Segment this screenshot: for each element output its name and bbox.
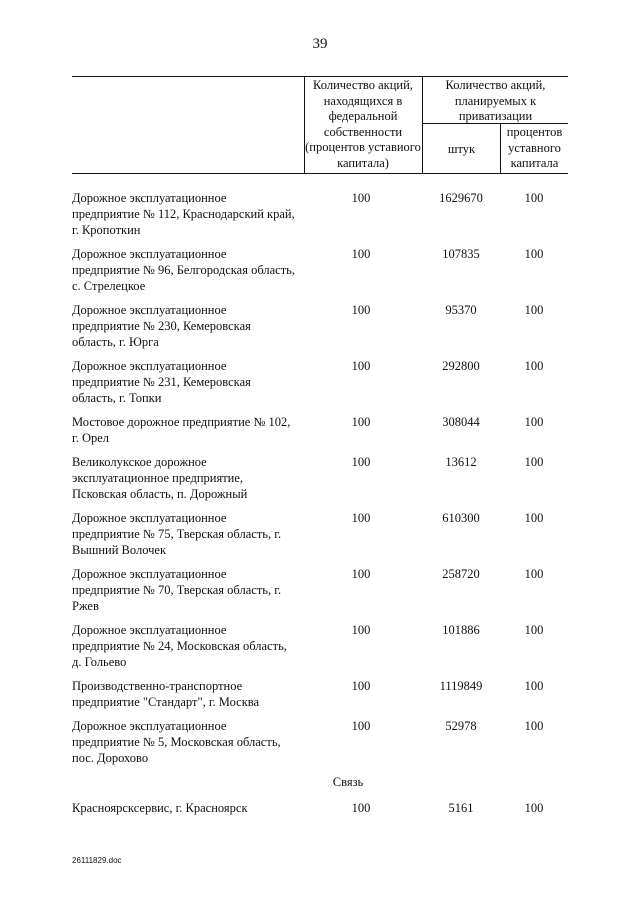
table-row	[72, 718, 568, 766]
row-federal: 100	[351, 511, 371, 525]
row-federal: 100	[351, 623, 371, 637]
table-row	[72, 622, 568, 670]
row-percent: 100	[524, 679, 544, 693]
page-number: 39	[312, 36, 328, 52]
row-name: Дорожное эксплуатационное предприятие № 231, Кемеровская область, г. Топки	[72, 359, 251, 405]
row-percent: 100	[524, 511, 544, 525]
row-pieces: 610300	[442, 511, 480, 525]
row-percent: 100	[524, 455, 544, 469]
table-row	[72, 454, 568, 502]
table-row	[72, 510, 568, 558]
row-percent: 100	[524, 623, 544, 637]
row-pieces: 1119849	[439, 679, 483, 693]
row-name: Дорожное эксплуатационное предприятие № 70, Тверская область, г. Ржев	[72, 567, 282, 613]
header-bottom-rule	[72, 173, 568, 174]
row-name: Дорожное эксплуатационное предприятие № 24, Московская область, д. Гольево	[72, 623, 287, 669]
row-pieces: 52978	[445, 719, 477, 733]
header-percent: процентов уставного капитала	[506, 125, 563, 170]
row-federal: 100	[351, 303, 371, 317]
row-name: Производственно-транспортное предприятие "Стандарт", г. Москва	[72, 679, 260, 709]
row-pieces: 292800	[442, 359, 480, 373]
table-row	[72, 358, 568, 406]
row-percent: 100	[524, 359, 544, 373]
table-row	[72, 800, 568, 816]
row-federal: 100	[351, 359, 371, 373]
row-name: Дорожное эксплуатационное предприятие № 96, Белгородская область, с. Стрелецкое	[72, 247, 295, 293]
section-rows	[72, 800, 568, 816]
row-federal: 100	[351, 567, 371, 581]
main-rows	[72, 190, 568, 766]
row-pieces: 13612	[445, 455, 477, 469]
row-name: Дорожное эксплуатационное предприятие № 112, Краснодарский край, г. Кропоткин	[72, 191, 295, 237]
row-name: Красноярсксервис, г. Красноярск	[72, 801, 248, 815]
header-planned: Количество акций, планируемых к приватизации	[445, 78, 546, 123]
row-percent: 100	[524, 719, 544, 733]
section-title: Связь	[332, 775, 364, 789]
row-name: Дорожное эксплуатационное предприятие № 5, Московская область, пос. Дорохово	[72, 719, 281, 765]
table-row	[72, 246, 568, 294]
table-header	[72, 76, 568, 174]
table-body	[72, 190, 568, 824]
row-pieces: 107835	[442, 247, 480, 261]
row-percent: 100	[524, 191, 544, 205]
row-pieces: 258720	[442, 567, 480, 581]
table-row	[72, 302, 568, 350]
row-federal: 100	[351, 679, 371, 693]
row-federal: 100	[351, 455, 371, 469]
row-federal: 100	[351, 719, 371, 733]
row-percent: 100	[524, 567, 544, 581]
row-federal: 100	[351, 247, 371, 261]
row-federal: 100	[351, 191, 371, 205]
row-name: Великолукское дорожное эксплуатационное предприятие, Псковская область, п. Дорожный	[72, 455, 248, 501]
row-pieces: 95370	[445, 303, 477, 317]
row-federal: 100	[351, 415, 371, 429]
header-pieces: штук	[447, 142, 476, 156]
row-name: Дорожное эксплуатационное предприятие № 230, Кемеровская область, г. Юрга	[72, 303, 251, 349]
table-row	[72, 190, 568, 238]
table-row	[72, 566, 568, 614]
row-pieces: 1629670	[439, 191, 483, 205]
header-top-rule	[72, 76, 568, 77]
row-pieces: 5161	[448, 801, 474, 815]
header-federal: Количество акций, находящихся в федеральной собственности (процентов уставиого капитала)	[305, 78, 421, 170]
row-percent: 100	[524, 303, 544, 317]
table-row	[72, 414, 568, 446]
row-name: Дорожное эксплуатационное предприятие № 75, Тверская область, г. Вышний Волочек	[72, 511, 282, 557]
row-percent: 100	[524, 247, 544, 261]
row-pieces: 101886	[442, 623, 480, 637]
row-percent: 100	[524, 801, 544, 815]
row-federal: 100	[351, 801, 371, 815]
row-pieces: 308044	[442, 415, 480, 429]
row-name: Мостовое дорожное предприятие № 102, г. Орел	[72, 415, 291, 445]
table-row	[72, 678, 568, 710]
row-percent: 100	[524, 415, 544, 429]
footer-filename: 26111829.doc	[72, 856, 122, 865]
